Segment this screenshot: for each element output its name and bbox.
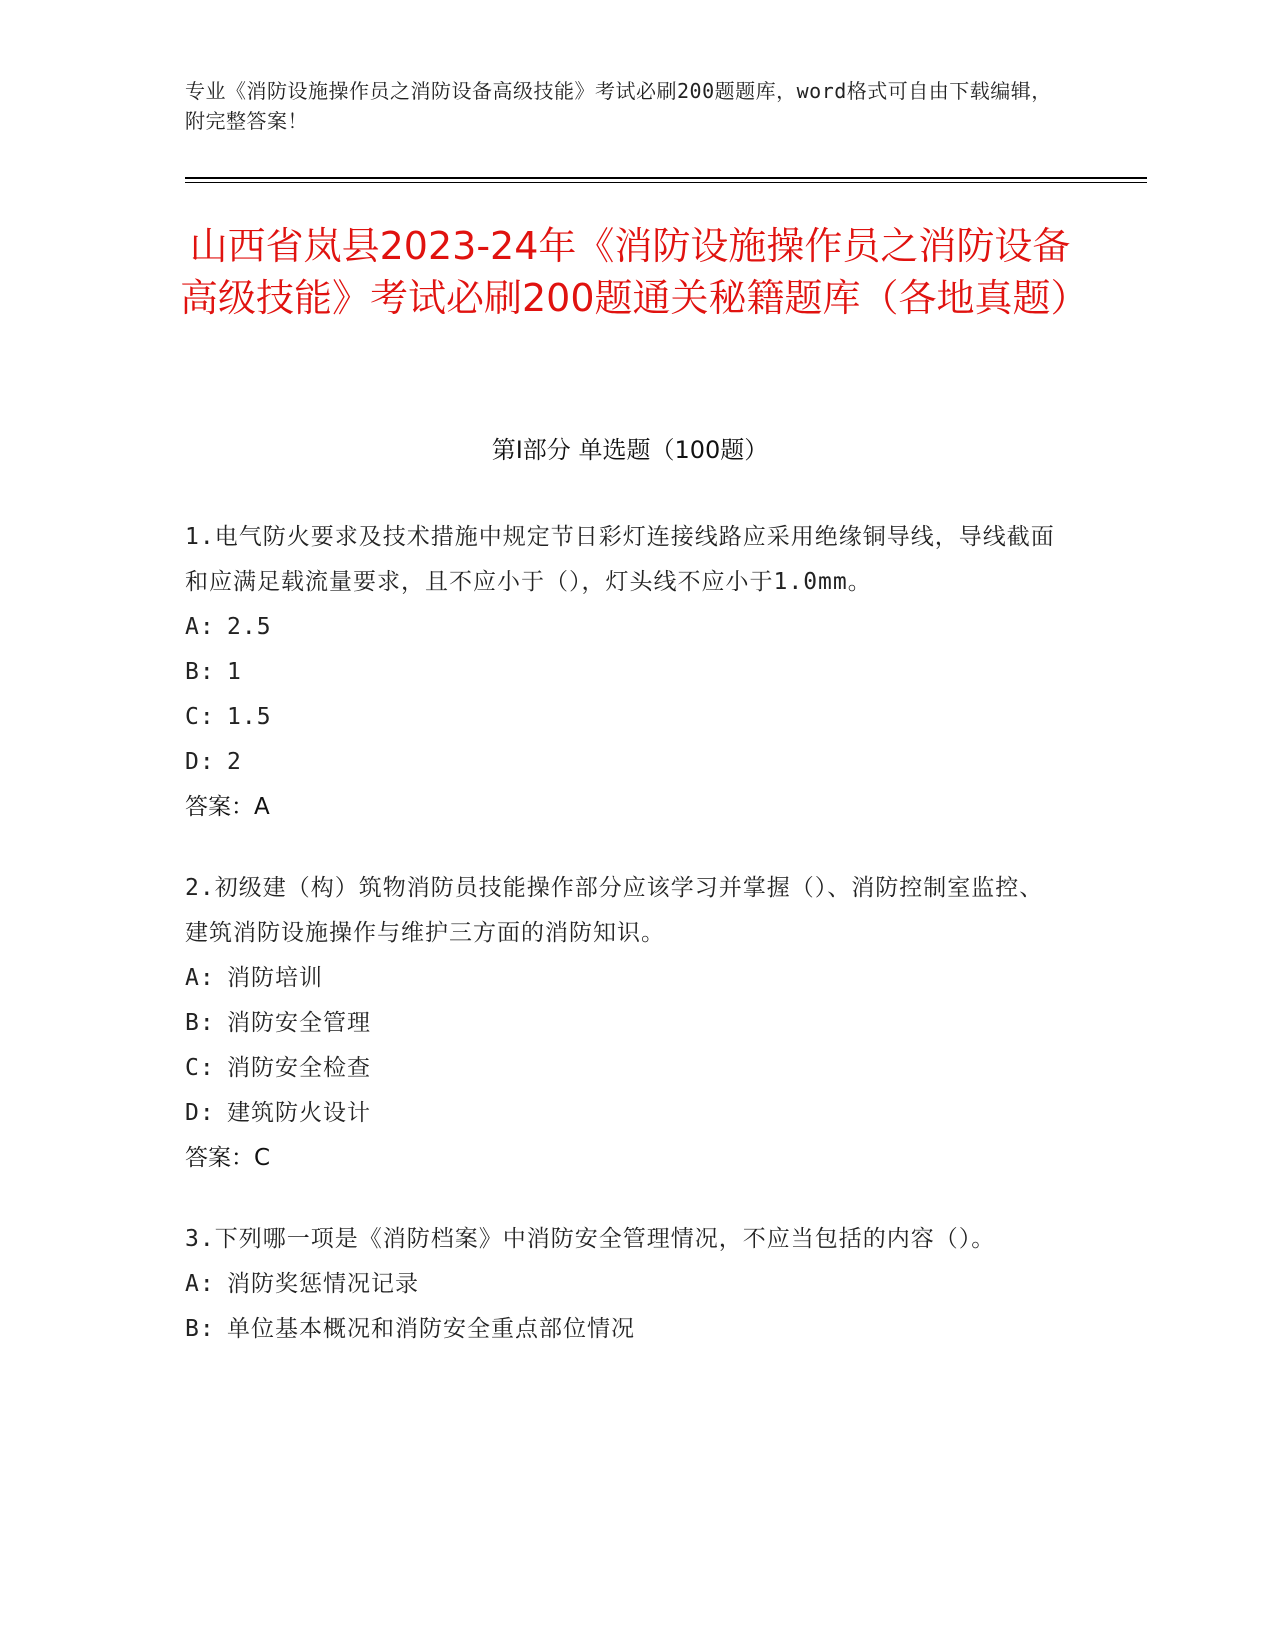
- option-text: 2: [227, 749, 242, 775]
- option-key: B:: [185, 1316, 215, 1342]
- option-text: 2.5: [227, 614, 272, 640]
- option-a: [185, 605, 1055, 650]
- option-key: C:: [185, 1055, 215, 1081]
- option-text: 建筑防火设计: [227, 1100, 371, 1126]
- option-a: [185, 1262, 1055, 1307]
- answer-line: 答案：A: [185, 794, 270, 820]
- header-divider-thin: [185, 182, 1147, 183]
- option-key: B:: [185, 659, 215, 685]
- option-text: 消防安全检查: [227, 1055, 371, 1081]
- question-1: [185, 515, 1055, 830]
- option-text: 消防安全管理: [227, 1010, 371, 1036]
- option-c: [185, 1046, 1055, 1091]
- option-key: A:: [185, 965, 215, 991]
- option-b: [185, 1001, 1055, 1046]
- question-3: [185, 1217, 1055, 1352]
- header-divider-thick: [185, 177, 1147, 179]
- question-list: [185, 515, 1055, 1388]
- option-text: 1.5: [227, 704, 272, 730]
- document-title: 山西省岚县2023-24年《消防设施操作员之消防设备高级技能》考试必刷200题通关秘籍题库（各地真题）: [180, 224, 1089, 320]
- option-key: D:: [185, 749, 215, 775]
- option-key: A:: [185, 1271, 215, 1297]
- header-note: 专业《消防设施操作员之消防设备高级技能》考试必刷200题题库，word格式可自由下载编辑，附完整答案！: [185, 79, 1052, 133]
- section-heading: 第Ⅰ部分 单选题（100题）: [491, 436, 769, 464]
- question-stem: 1.电气防火要求及技术措施中规定节日彩灯连接线路应采用绝缘铜导线，导线截面和应满足载流量要求，且不应小于（），灯头线不应小于1.0mm。: [185, 524, 1055, 595]
- option-text: 消防培训: [227, 965, 323, 991]
- answer-line: 答案：C: [185, 1145, 271, 1171]
- option-key: A:: [185, 614, 215, 640]
- option-text: 消防奖惩情况记录: [227, 1271, 419, 1297]
- option-b: [185, 650, 1055, 695]
- option-text: 单位基本概况和消防安全重点部位情况: [227, 1316, 635, 1342]
- option-text: 1: [227, 659, 242, 685]
- question-stem: 2.初级建（构）筑物消防员技能操作部分应该学习并掌握（）、消防控制室监控、建筑消防设施操作与维护三方面的消防知识。: [185, 875, 1044, 946]
- option-key: B:: [185, 1010, 215, 1036]
- option-d: [185, 740, 1055, 785]
- question-2: [185, 866, 1055, 1181]
- option-c: [185, 695, 1055, 740]
- option-key: C:: [185, 704, 215, 730]
- option-key: D:: [185, 1100, 215, 1126]
- option-d: [185, 1091, 1055, 1136]
- question-stem: 3.下列哪一项是《消防档案》中消防安全管理情况，不应当包括的内容（）。: [185, 1226, 996, 1252]
- option-b: [185, 1307, 1055, 1352]
- option-a: [185, 956, 1055, 1001]
